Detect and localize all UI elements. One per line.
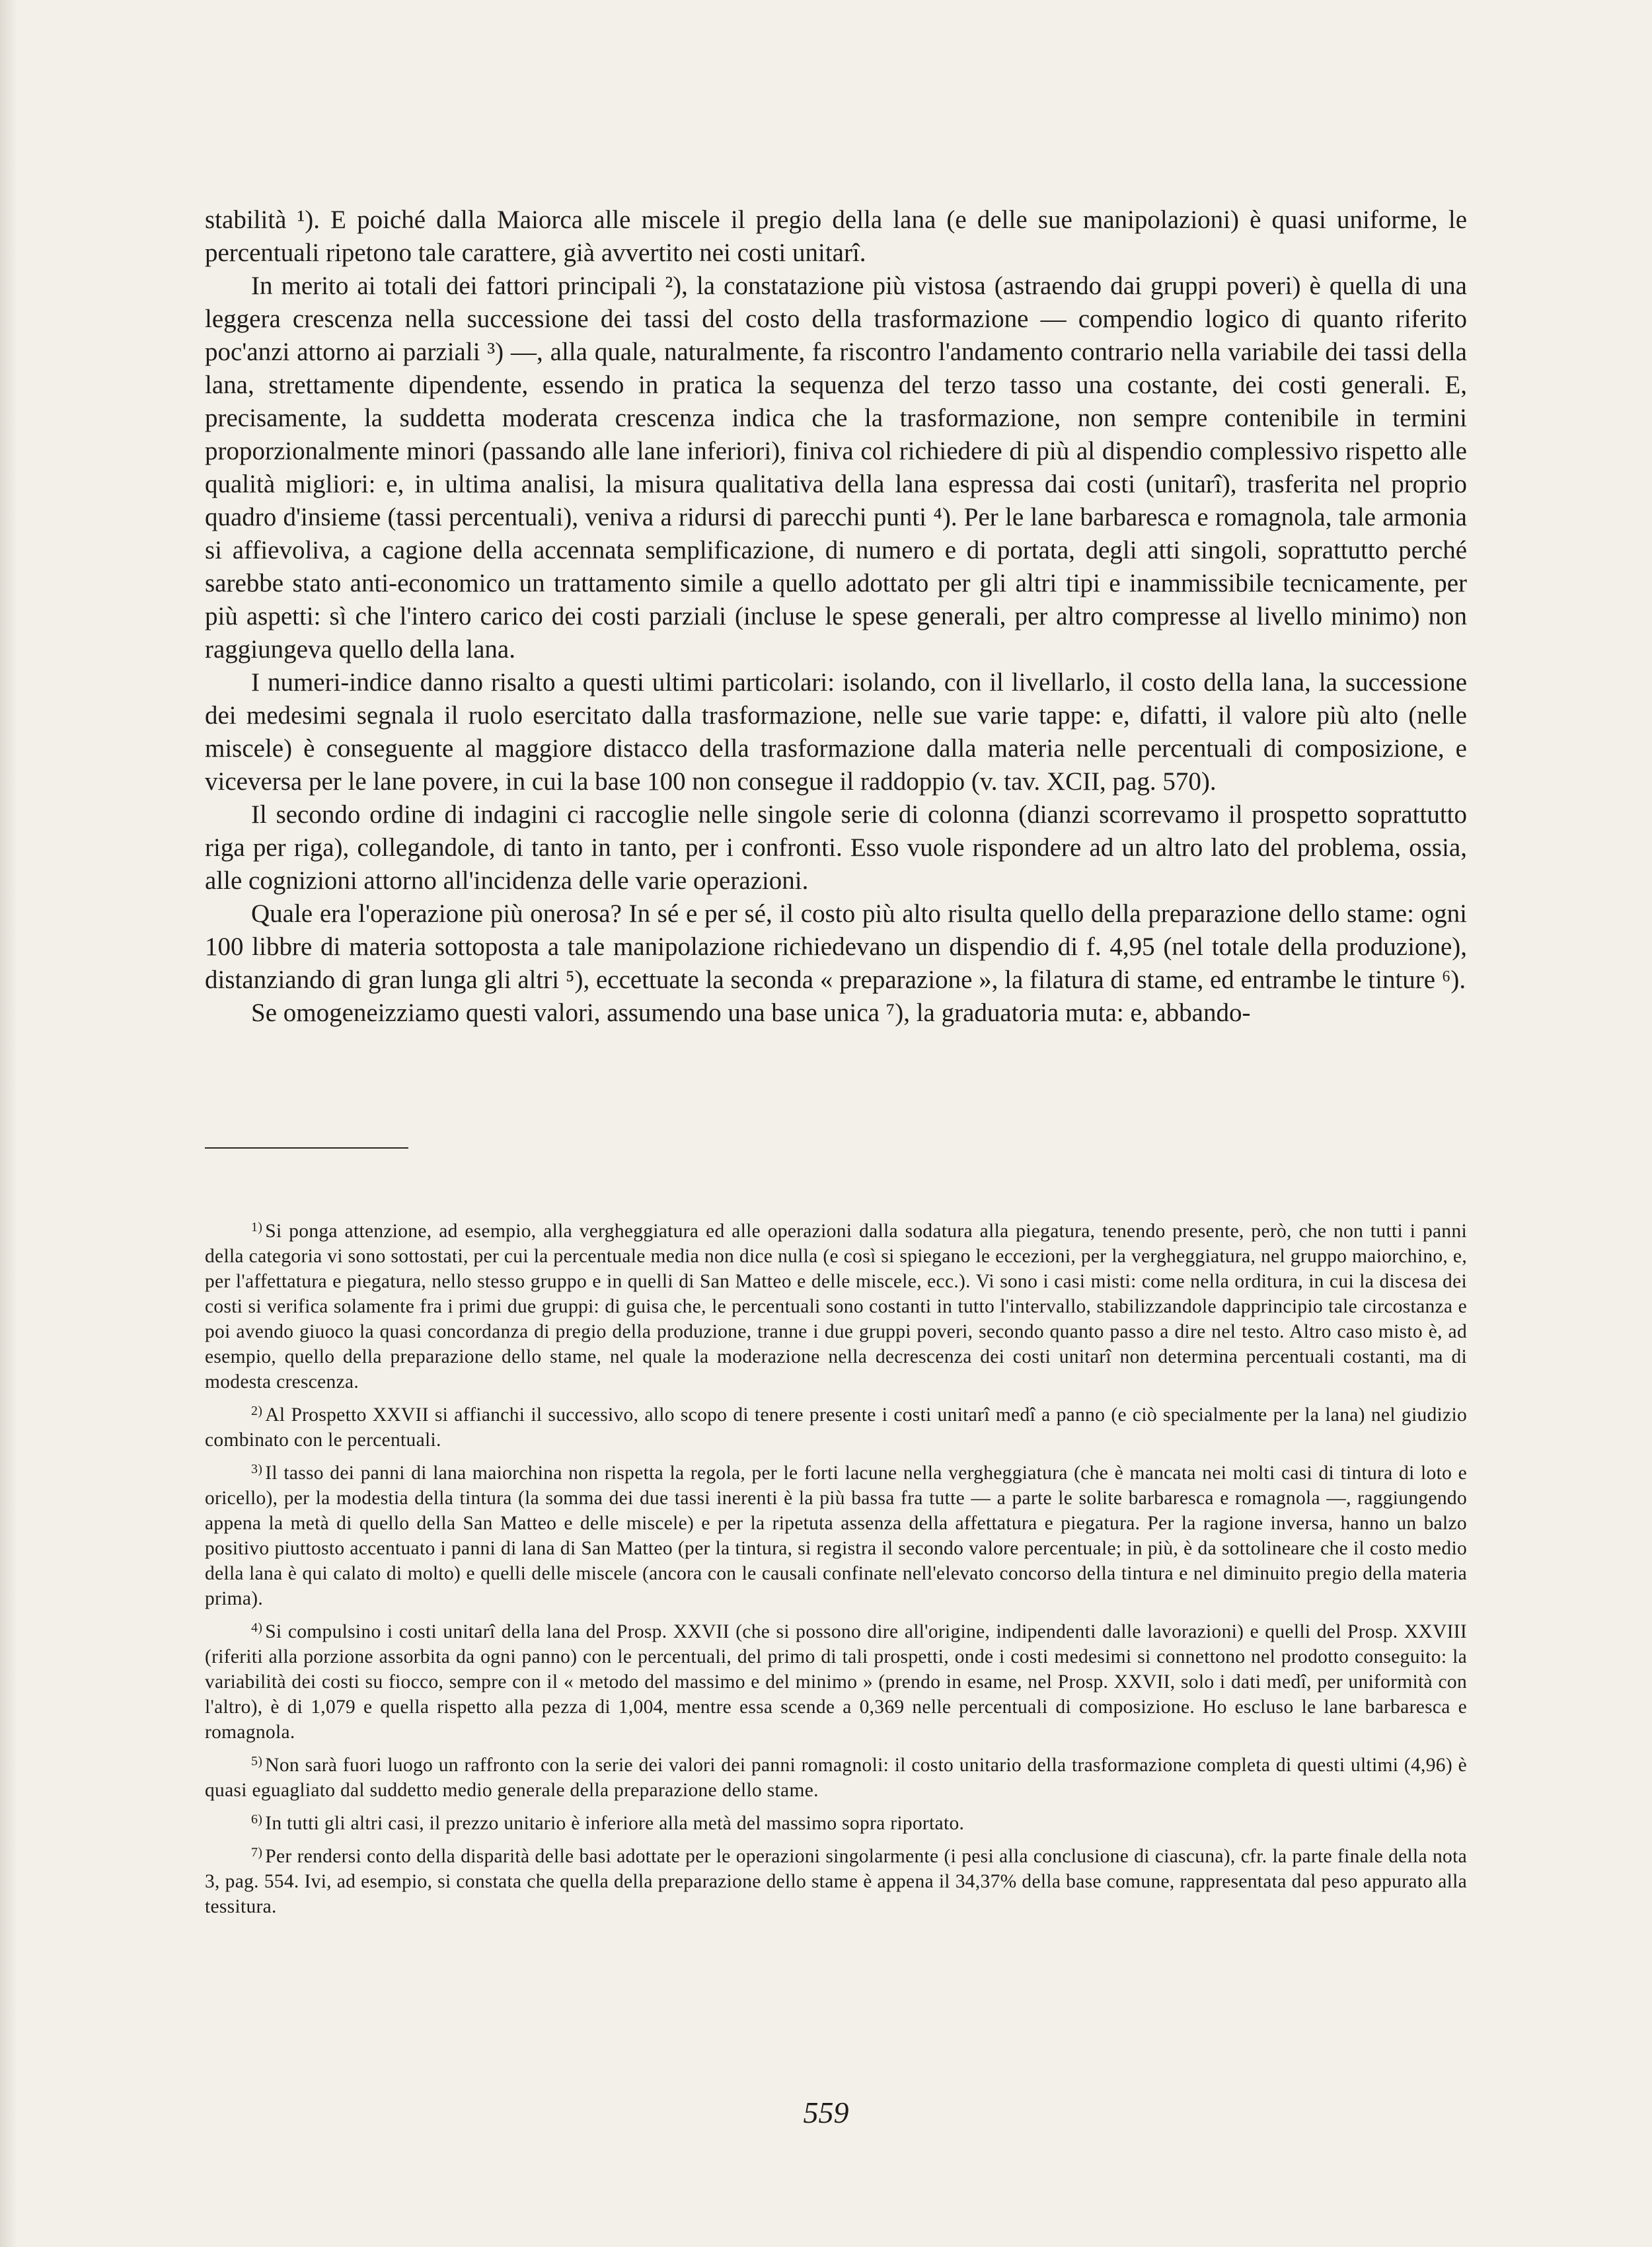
footnote-3	[205, 1457, 1467, 1611]
footnote-mark: 3)	[251, 1462, 263, 1476]
footnote-text: Il tasso dei panni di lana maiorchina non rispetta la regola, per le forti lacune nella vergheggiatura (che è mancata nei molti casi di tintura di loto e oricello), per la modestia della tintura (la somma dei due tassi inerenti è la più bassa fra tutte — a parte le solite barbaresca e romagnola —, raggiungendo appena la metà di quello della San Matteo e delle miscele) e per la ripetuta assenza della affettatura e piegatura. Per la ragione inversa, hanno un balzo positivo piuttosto accentuato i panni di lana di San Matteo (per la tintura, si registra il secondo valore percentuale; in più, è da sottolineare che il costo medio della lana è qui calato di molto) e quelli delle miscele (ancora con le causali confinate nell'elevato concorso della tintura e nel diminuito pregio della materia prima).	[205, 1463, 1467, 1609]
paragraph-4: Il secondo ordine di indagini ci raccoglie nelle singole serie di colonna (dianzi scorrevamo il prospetto soprattutto riga per riga), collegandole, di tanto in tanto, per i confronti. Esso vuole rispondere ad un altro lato del problema, ossia, alle cognizioni attorno all'incidenza delle varie operazioni.	[205, 800, 1467, 895]
page-edge-shadow	[0, 0, 17, 2247]
footnote-5	[205, 1749, 1467, 1803]
body-text	[205, 204, 1467, 1030]
footnote-1	[205, 1215, 1467, 1394]
paragraph-3: I numeri-indice danno risalto a questi ultimi particolari: isolando, con il livellarlo, il costo della lana, la successione dei medesimi segnala il ruolo esercitato dalla trasformazione, nelle sue varie tappe: e, difatti, il valore più alto (nelle miscele) è conseguente al maggiore distacco della trasformazione dalla materia nelle percentuali di composizione, e viceversa per le lane povere, in cui la base 100 non consegue il raddoppio (v. tav. XCII, pag. 570).	[205, 668, 1467, 796]
paragraph-1: stabilità ¹). E poiché dalla Maiorca alle miscele il pregio della lana (e delle sue manipolazioni) è quasi uniforme, le percentuali ripetono tale carattere, già avvertito nei costi unitarî.	[205, 206, 1467, 267]
footnote-mark: 2)	[251, 1404, 263, 1418]
footnote-mark: 5)	[251, 1754, 263, 1769]
footnote-mark: 4)	[251, 1620, 263, 1635]
footnote-2	[205, 1398, 1467, 1453]
footnote-mark: 1)	[251, 1220, 263, 1235]
footnote-text: Al Prospetto XXVII si affianchi il successivo, allo scopo di tenere presente i costi unitarî medî a panno (e ciò specialmente per la lana) nel giudizio combinato con le percentuali.	[205, 1404, 1467, 1451]
footnote-6	[205, 1807, 1467, 1836]
footnote-7	[205, 1840, 1467, 1919]
paragraph-6: Se omogeneizziamo questi valori, assumendo una base unica ⁷), la graduatoria muta: e, abbando-	[251, 999, 1251, 1027]
footnote-text: In tutti gli altri casi, il prezzo unitario è inferiore alla metà del massimo sopra riportato.	[265, 1813, 965, 1834]
footnote-text: Si ponga attenzione, ad esempio, alla vergheggiatura ed alle operazioni dalla sodatura alla piegatura, tenendo presente, però, che non tutti i panni della categoria vi sono sottostati, per cui la percentuale media non dice nulla (e così si spiegano le eccezioni, per la vergheggiatura, nel gruppo maiorchino, e, per l'affettatura e piegatura, nello stesso gruppo e in quelli di San Matteo e delle miscele, ecc.). Vi sono i casi misti: come nella orditura, in cui la discesa dei costi si verifica solamente fra i primi due gruppi: di guisa che, le percentuali sono costanti in tutto l'intervallo, stabilizzandole dapprincipio tale circostanza e poi avendo giuoco la quasi concordanza di pregio della produzione, tranne i due gruppi poveri, secondo quanto passo a dire nel testo. Altro caso misto è, ad esempio, quello della preparazione dello stame, nel quale la moderazione nella decrescenza dei costi unitarî non determina percentuali costanti, ma di modesta crescenza.	[205, 1221, 1467, 1392]
footnote-text: Per rendersi conto della disparità delle basi adottate per le operazioni singolarmente (i pesi alla conclusione di ciascuna), cfr. la parte finale della nota 3, pag. 554. Ivi, ad esempio, si constata che quella della preparazione dello stame è appena il 34,37% della base comune, rappresentata dal peso appurato alla tessitura.	[205, 1846, 1467, 1917]
footnotes	[205, 1215, 1467, 1923]
footnote-4	[205, 1615, 1467, 1745]
footnote-text: Non sarà fuori luogo un raffronto con la serie dei valori dei panni romagnoli: il costo unitario della trasformazione completa di questi ultimi (4,96) è quasi eguagliato dal suddetto medio generale della preparazione dello stame.	[205, 1755, 1467, 1801]
footnote-mark: 7)	[251, 1845, 263, 1860]
paragraph-2: In merito ai totali dei fattori principali ²), la constatazione più vistosa (astraendo dai gruppi poveri) è quella di una leggera crescenza nella successione dei tassi del costo della trasformazione — compendio logico di quanto riferito poc'anzi attorno ai parziali ³) —, alla quale, naturalmente, fa riscontro l'andamento contrario nella variabile dei tassi della lana, strettamente dipendente, essendo in pratica la sequenza del terzo tasso una costante, dei costi generali. E, precisamente, la suddetta moderata crescenza indica che la trasformazione, non sempre contenibile in termini proporzionalmente minori (passando alle lane inferiori), finiva col richiedere di più al dispendio complessivo rispetto alle qualità migliori: e, in ultima analisi, la misura qualitativa della lana espressa dai costi (unitarî), trasferita nel proprio quadro d'insieme (tassi percentuali), veniva a ridursi di parecchi punti ⁴). Per le lane barbaresca e romagnola, tale armonia si affievoliva, a cagione della accennata semplificazione, di numero e di portata, degli atti singoli, soprattutto perché sarebbe stato anti-economico un trattamento simile a quello adottato per gli altri tipi e inammissibile tecnicamente, per più aspetti: sì che l'intero carico dei costi parziali (incluse le spese generali, per altro compresse al livello minimo) non raggiungeva quello della lana.	[205, 272, 1467, 664]
page-number: 559	[803, 2096, 849, 2129]
footnote-mark: 6)	[251, 1812, 263, 1827]
paragraph-5: Quale era l'operazione più onerosa? In sé e per sé, il costo più alto risulta quello della preparazione dello stame: ogni 100 libbre di materia sottoposta a tale manipolazione richiedevano un dispendio di f. 4,95 (nel totale della produzione), distanziando di gran lunga gli altri ⁵), eccettuate la seconda « preparazione », la filatura di stame, ed entrambe le tinture ⁶).	[205, 899, 1467, 994]
footnote-divider	[205, 1147, 408, 1149]
footnote-text: Si compulsino i costi unitarî della lana del Prosp. XXVII (che si possono dire all'origine, indipendenti dalle lavorazioni) e quelli del Prosp. XXVIII (riferiti alla porzione assorbita da ogni panno) con le percentuali, del primo di tali prospetti, onde i costi medesimi si connettono nel prodotto conseguito: la variabilità dei costi su fiocco, sempre con il « metodo del massimo e del minimo » (prendo in esame, nel Prosp. XXVII, solo i dati medî, per uniformità con l'altro), è di 1,079 e quella rispetto alla pezza di 1,004, mentre essa scende a 0,369 nelle percentuali di composizione. Ho escluso le lane barbaresca e romagnola.	[205, 1621, 1467, 1743]
